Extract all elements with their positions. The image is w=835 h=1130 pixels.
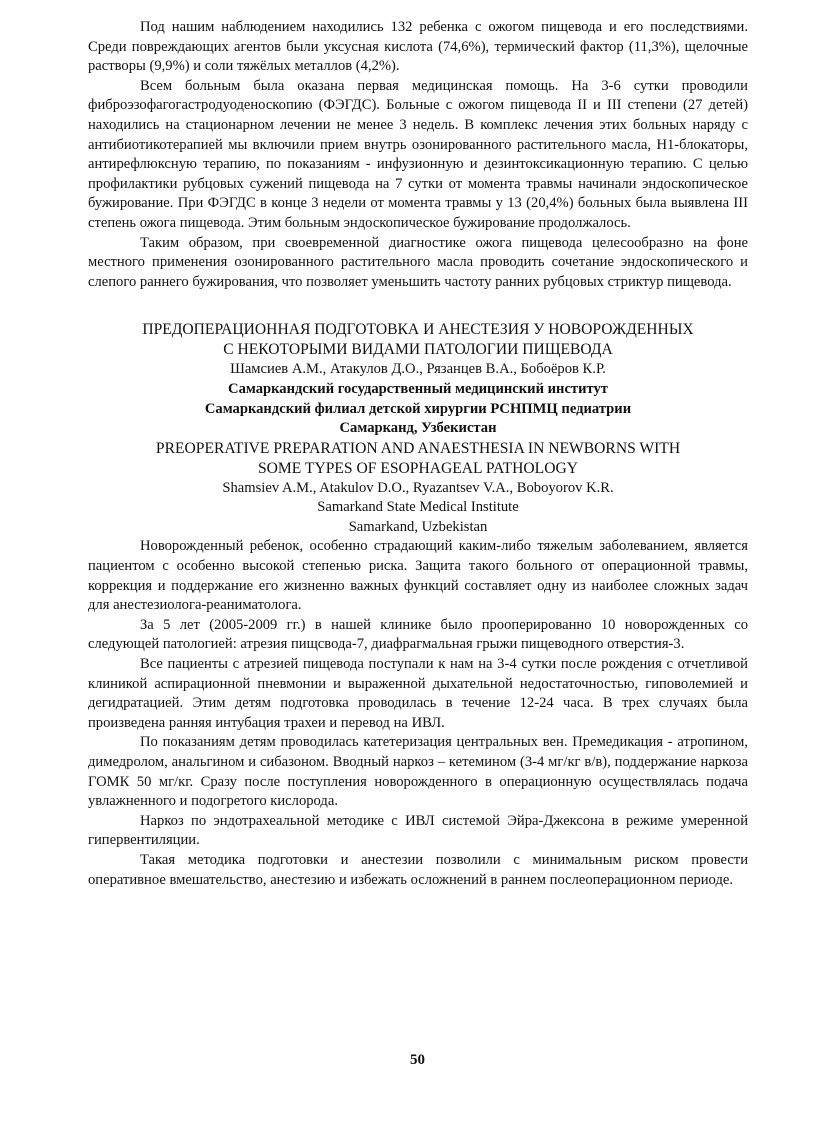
article-title-ru-line-1: ПРЕДОПЕРАЦИОННАЯ ПОДГОТОВКА И АНЕСТЕЗИЯ У НОВОРОЖДЕННЫХ	[142, 321, 694, 339]
body-paragraph-5: Наркоз по эндотрахеальной методике с ИВЛ системой Эйра-Джексона в режиме умеренной гипервентиляции.	[88, 812, 748, 849]
intro-paragraph-3: Таким образом, при своевременной диагностике ожога пищевода целесообразно на фоне местного применения озонированного растительного масла проводить сочетание эндоскопического и слепого раннего бужирования, что позволяет уменьшить частоту ранних рубцовых стриктур пищевода.	[88, 234, 748, 290]
body-paragraph-2: За 5 лет (2005-2009 гг.) в нашей клинике было прооперированно 10 новорожденных со следующей патологией: атрезия пищсвода-7, диафрагмальная грыжи пищеводного отверстия-3.	[88, 616, 748, 653]
article-title-ru-line-2: С НЕКОТОРЫМИ ВИДАМИ ПАТОЛОГИИ ПИЩЕВОДА	[223, 341, 613, 359]
authors-en: Shamsiev A.M., Atakulov D.O., Ryazantsev V.A., Boboyorov K.R.	[222, 479, 614, 496]
body-paragraph-3: Все пациенты с атрезией пищевода поступали к нам на 3-4 сутки после рождения с отчетливой клиникой аспирационной пневмонии и выраженной дыхательной недостаточностью, гиповолемией и дегидратацией. Этим детям подготовка проводилась в течение 12-24 часа. В трех случаях была произведена ранняя интубация трахеи и перевод на ИВЛ.	[88, 656, 748, 731]
affiliation-ru-2: Самаркандский филиал детской хирургии РСНПМЦ педиатрии	[204, 400, 632, 417]
intro-paragraph-1: Под нашим наблюдением находились 132 ребенка с ожогом пищевода и его последствиями. Среди повреждающих агентов были уксусная кислота (74,6%), термический фактор (11,3%), щелочные растворы (9,9%) и соли тяжёлых металлов (4,2%).	[88, 19, 748, 75]
city-en: Samarkand, Uzbekistan	[348, 518, 488, 535]
body-paragraph-4: По показаниям детям проводилась катетеризация центральных вен. Премедикация - атропином, димедролом, анальгином и сибазоном. Вводный наркоз – кетемином (3-4 мг/кг в/в), поддержание наркоза ГОМК 50 мг/кг. Сразу после поступления новорожденного в операционную осуществлялась подача увлажненного и подогретого кислорода.	[88, 734, 748, 810]
article-header	[88, 320, 748, 537]
article-title-en-line-2: SOME TYPES OF ESOPHAGEAL PATHOLOGY	[257, 459, 578, 477]
affiliation-ru-1: Самаркандский государственный медицинский институт	[228, 380, 608, 397]
page-number: 50	[410, 1052, 425, 1068]
body-paragraph-1: Новорожденный ребенок, особенно страдающий каким-либо тяжелым заболеванием, является пациентом с особенно высокой степенью риска. Защита такого больного от операционной травмы, коррекция и поддержание его жизненно важных функций составляет одну из наиболее сложных задач для анестезиолога-реаниматолога.	[88, 538, 748, 614]
page-content	[88, 18, 748, 890]
intro-paragraph-2: Всем больным была оказана первая медицинская помощь. На 3-6 сутки проводили фиброэзофагогастродуоденоскопию (ФЭГДС). Больные с ожогом пищевода II и III степени (27 детей) находились на стационарном лечении не менее 3 недель. В комплекс лечения этих больных наряду с антибиотикотерапией мы включили прием внутрь озонированного растительного масла, Н1-блокаторы, антирефлюксную терапию, по показаниям - инфузионную и дезинтоксикационную терапию. С целью профилактики рубцовых сужений пищевода на 7 сутки от момента травмы начинали эндоскопическое бужирование. При ФЭГДС в конце 3 недели от момента травмы у 13 (20,4%) больных была выявлена III степень ожога пищевода. Этим больным эндоскопическое бужирование продолжалось.	[88, 77, 748, 231]
body-paragraph-6: Такая методика подготовки и анестезии позволили с минимальным риском провести оперативное вмешательство, анестезию и избежать осложнений в раннем послеоперационном периоде.	[88, 851, 748, 888]
section-gap	[88, 292, 748, 320]
article-title-en-line-1: PREOPERATIVE PREPARATION AND ANAESTHESIA IN NEWBORNS WITH	[155, 439, 681, 457]
city-ru: Самарканд, Узбекистан	[339, 420, 497, 437]
authors-ru: Шамсиев А.М., Атакулов Д.О., Рязанцев В.А., Бобоёров К.Р.	[230, 361, 606, 378]
affiliation-en: Samarkand State Medical Institute	[317, 499, 519, 516]
